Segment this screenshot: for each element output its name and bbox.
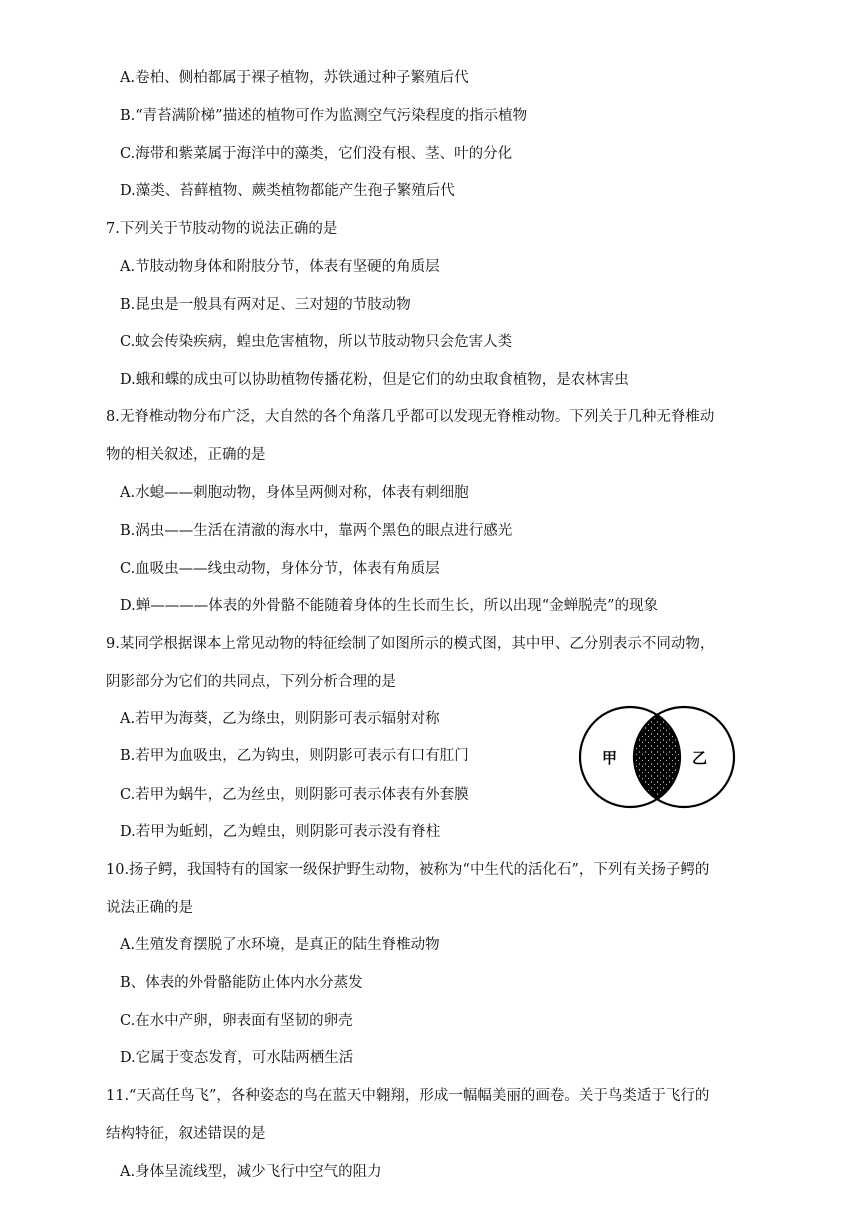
right-circle-label: 乙 (692, 749, 708, 767)
q10-option-a: A.生殖发育摆脱了水环境，是真正的陆生脊椎动物 (120, 937, 440, 953)
q9-option-d: D.若甲为蚯蚓，乙为蝗虫，则阴影可表示没有脊柱 (120, 824, 441, 840)
left-circle-label: 甲 (602, 749, 618, 767)
q8-option-a: A.水螅——刺胞动物，身体呈两侧对称，体表有刺细胞 (120, 485, 469, 501)
q10-option-c: C.在水中产卵，卵表面有坚韧的卵壳 (120, 1013, 353, 1029)
q9-stem-line1: 9.某同学根据课本上常见动物的特征绘制了如图所示的模式图，其中甲、乙分别表示不同动物， (106, 636, 715, 652)
q9-option-b: B.若甲为血吸虫，乙为钩虫，则阴影可表示有口有肛门 (120, 748, 469, 764)
q8-stem-line2: 物的相关叙述，正确的是 (106, 447, 266, 463)
q10-stem-line1: 10.扬子鳄，我国特有的国家一级保护野生动物，被称为“中生代的活化石”，下列有关扬子鳄的 (106, 862, 710, 878)
q6-option-c: C.海带和紫菜属于海洋中的藻类，它们没有根、茎、叶的分化 (120, 146, 513, 162)
q11-stem-line2: 结构特征，叙述错误的是 (106, 1126, 266, 1142)
q7-stem: 7.下列关于节肢动物的说法正确的是 (106, 221, 338, 237)
venn-diagram (572, 702, 742, 812)
q9-stem-line2: 阴影部分为它们的共同点，下列分析合理的是 (106, 674, 396, 690)
q7-option-a: A.节肢动物身体和附肢分节，体表有坚硬的角质层 (120, 259, 440, 275)
q8-option-b: B.涡虫——生活在清澈的海水中，靠两个黑色的眼点进行感光 (120, 523, 513, 539)
q6-option-a: A.卷柏、侧柏都属于裸子植物，苏铁通过种子繁殖后代 (120, 70, 469, 86)
q8-option-d: D.蝉————体表的外骨骼不能随着身体的生长而生长，所以出现“金蝉脱壳”的现象 (120, 598, 659, 614)
q9-option-a: A.若甲为海葵，乙为绦虫，则阴影可表示辐射对称 (120, 711, 440, 727)
q9-option-c: C.若甲为蜗牛，乙为丝虫，则阴影可表示体表有外套膜 (120, 787, 469, 803)
q10-option-d: D.它属于变态发育，可水陆两栖生活 (120, 1050, 354, 1066)
q6-option-b: B.“青苔满阶梯”描述的植物可作为监测空气污染程度的指示植物 (120, 108, 528, 124)
q8-option-c: C.血吸虫——线虫动物，身体分节，体表有角质层 (120, 561, 440, 577)
q11-option-a: A.身体呈流线型，减少飞行中空气的阻力 (120, 1164, 382, 1180)
q7-option-d: D.蛾和蝶的成虫可以协助植物传播花粉，但是它们的幼虫取食植物，是农林害虫 (120, 372, 629, 388)
q6-option-d: D.藻类、苔藓植物、蕨类植物都能产生孢子繁殖后代 (120, 183, 455, 199)
q11-stem-line1: 11.“天高任鸟飞”，各种姿态的鸟在蓝天中翱翔，形成一幅幅美丽的画卷。关于鸟类适于飞行的 (106, 1088, 710, 1104)
q7-option-b: B.昆虫是一般具有两对足、三对翅的节肢动物 (120, 297, 411, 313)
q10-stem-line2: 说法正确的是 (106, 900, 193, 916)
q7-option-c: C.蚊会传染疾病，蝗虫危害植物，所以节肢动物只会危害人类 (120, 334, 513, 350)
q8-stem-line1: 8.无脊椎动物分布广泛，大自然的各个角落几乎都可以发现无脊椎动物。下列关于几种无脊椎动 (106, 409, 715, 425)
venn-svg (572, 702, 742, 812)
q10-option-b: B、体表的外骨骼能防止体内水分蒸发 (120, 975, 363, 991)
